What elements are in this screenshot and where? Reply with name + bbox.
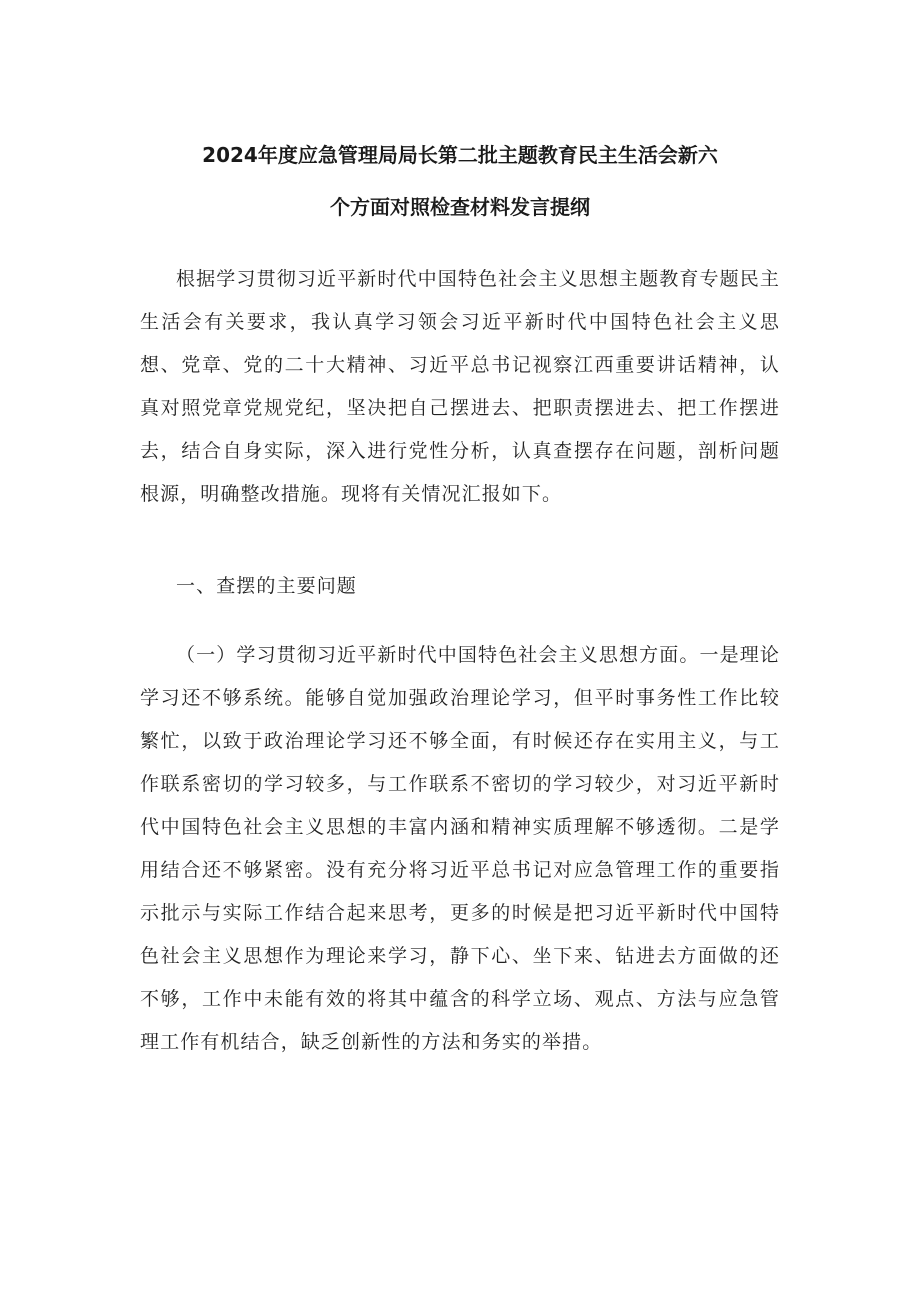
body-paragraph xyxy=(140,634,780,1064)
section-heading-text: 一、查摆的主要问题 xyxy=(176,575,357,597)
body-paragraph-text: （一）学习贯彻习近平新时代中国特色社会主义思想方面。一是理论学习还不够系统。能够自觉加强政治理论学习，但平时事务性工作比较繁忙，以致于政治理论学习还不够全面，有时候还存在实用主义，与工作联系密切的学习较多，与工作联系不密切的学习较少，对习近平新时代中国特色社会主义思想的丰富内涵和精神实质理解不够透彻。二是学用结合还不够紧密。没有充分将习近平总书记对应急管理工作的重要指示批示与实际工作结合起来思考，更多的时候是把习近平新时代中国特色社会主义思想作为理论来学习，静下心、坐下来、钻进去方面做的还不够，工作中未能有效的将其中蕴含的科学立场、观点、方法与应急管理工作有机结合，缺乏创新性的方法和务实的举措。 xyxy=(140,644,780,1053)
intro-paragraph xyxy=(140,258,780,516)
document-title-line-1: 2024年度应急管理局局长第二批主题教育民主生活会新六 xyxy=(202,143,718,167)
intro-paragraph-text: 根据学习贯彻习近平新时代中国特色社会主义思想主题教育专题民主生活会有关要求，我认真学习领会习近平新时代中国特色社会主义思想、党章、党的二十大精神、习近平总书记视察江西重要讲话精神，认真对照党章党规党纪，坚决把自己摆进去、把职责摆进去、把工作摆进去，结合自身实际，深入进行党性分析，认真查摆存在问题，剖析问题根源，明确整改措施。现将有关情况汇报如下。 xyxy=(140,268,780,505)
section-heading xyxy=(140,565,780,608)
document-title-line-2: 个方面对照检查材料发言提纲 xyxy=(330,195,590,219)
